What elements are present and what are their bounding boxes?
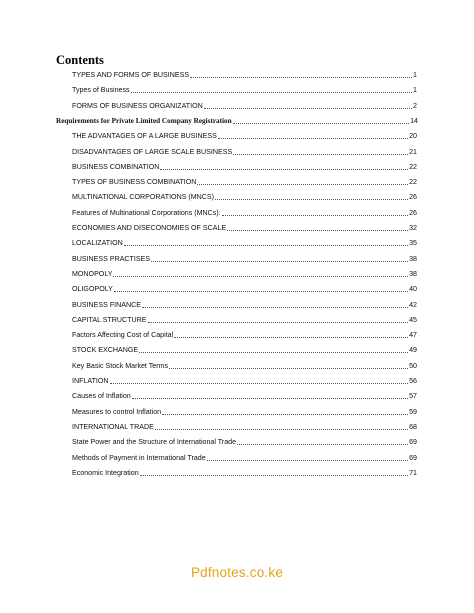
toc-section-entry[interactable] <box>56 114 418 126</box>
toc-entry[interactable] <box>72 267 417 279</box>
toc-entry-page-number: 1 <box>413 86 417 95</box>
toc-entry-title: CAPITAL STRUCTURE <box>72 315 147 324</box>
toc-entry[interactable] <box>72 405 417 417</box>
toc-dot-leader <box>207 459 408 461</box>
toc-entry-page-number: 2 <box>413 101 417 110</box>
toc-entry[interactable] <box>72 328 417 340</box>
toc-entry-page-number: 20 <box>409 132 417 141</box>
toc-entry-title: FORMS OF BUSINESS ORGANIZATION <box>72 101 203 110</box>
toc-dot-leader <box>155 428 408 430</box>
toc-entry-page-number: 40 <box>409 285 417 294</box>
toc-entry-title: Measures to control Inflation <box>72 407 162 416</box>
toc-entry-page-number: 26 <box>409 193 417 202</box>
footer-watermark: Pdfnotes.co.ke <box>190 565 284 580</box>
toc-entry-title: INFLATION <box>72 377 109 385</box>
toc-entry-page-number: 57 <box>409 392 417 401</box>
toc-dot-leader <box>227 229 408 231</box>
toc-dot-leader <box>131 91 412 93</box>
toc-entry-title: Features of Multinational Corporations (MNCs): <box>72 208 221 217</box>
toc-entry-title: Methods of Payment in International Trade <box>72 453 206 462</box>
toc-entry-title: OLIGOPOLY <box>72 285 113 294</box>
toc-entry-title: State Power and the Structure of International Trade <box>72 438 237 447</box>
toc-entry-page-number: 38 <box>409 269 417 278</box>
toc-entry-page-number: 71 <box>409 468 417 477</box>
toc-entry-page-number: 59 <box>409 407 417 416</box>
toc-dot-leader <box>190 76 412 78</box>
toc-dot-leader <box>204 107 412 109</box>
toc-dot-leader <box>162 413 408 415</box>
toc-dot-leader <box>132 397 408 399</box>
toc-dot-leader <box>114 290 408 292</box>
toc-entry[interactable] <box>72 99 417 111</box>
toc-entry-title: BUSINESS COMBINATION <box>72 162 160 171</box>
toc-entry[interactable] <box>72 374 417 386</box>
toc-entry-page-number: 1 <box>413 71 417 79</box>
toc-dot-leader <box>110 382 409 384</box>
toc-entry-page-number: 45 <box>409 315 417 324</box>
toc-entry-page-number: 69 <box>409 438 417 447</box>
toc-entry[interactable] <box>72 83 417 95</box>
toc-entry-title: THE ADVANTAGES OF A LARGE BUSINESS <box>72 132 217 141</box>
toc-entry-page-number: 56 <box>409 377 417 385</box>
toc-entry[interactable] <box>72 298 417 310</box>
toc-dot-leader <box>237 443 408 445</box>
toc-entry[interactable] <box>72 343 417 355</box>
toc-entry-title: MONOPOLY <box>72 269 113 278</box>
toc-entry-title: INTERNATIONAL TRADE <box>72 422 154 431</box>
toc-heading: Contents <box>56 53 104 67</box>
toc-entry[interactable] <box>72 145 417 157</box>
toc-dot-leader <box>174 336 408 338</box>
toc-dot-leader <box>218 137 408 139</box>
toc-entry-page-number: 38 <box>409 254 417 263</box>
toc-dot-leader <box>142 306 408 308</box>
toc-entry[interactable] <box>72 435 417 447</box>
toc-dot-leader <box>233 153 408 155</box>
toc-entry[interactable] <box>72 420 417 432</box>
toc-entry[interactable] <box>72 236 417 248</box>
toc-entry[interactable] <box>72 282 417 294</box>
toc-dot-leader <box>233 122 410 124</box>
toc-entry-title: STOCK EXCHANGE <box>72 346 139 355</box>
toc-entry[interactable] <box>72 221 417 233</box>
toc-dot-leader <box>160 168 408 170</box>
toc-entry-page-number: 22 <box>409 178 417 187</box>
toc-dot-leader <box>169 367 408 369</box>
toc-entry[interactable] <box>72 160 417 172</box>
toc-entry-title: MULTINATIONAL CORPORATIONS (MNCS) <box>72 193 215 202</box>
toc-entry-page-number: 69 <box>409 453 417 462</box>
toc-entry-page-number: 68 <box>409 422 417 431</box>
toc-entry-page-number: 21 <box>409 147 417 156</box>
toc-entry[interactable] <box>72 359 417 371</box>
toc-entry[interactable] <box>72 129 417 141</box>
toc-dot-leader <box>139 351 408 353</box>
toc-entry-page-number: 42 <box>409 300 417 309</box>
toc-entry-title: DISADVANTAGES OF LARGE SCALE BUSINESS <box>72 147 233 156</box>
toc-entry[interactable] <box>72 190 417 202</box>
toc-entry-title: Economic Integration <box>72 468 139 477</box>
toc-entry[interactable] <box>72 466 417 478</box>
toc-dot-leader <box>113 275 408 277</box>
toc-entry[interactable] <box>72 451 417 463</box>
toc-dot-leader <box>197 183 408 185</box>
toc-entry-title: Requirements for Private Limited Company Registration <box>56 116 232 125</box>
toc-entry-title: ECONOMIES AND DISECONOMIES OF SCALE <box>72 224 227 232</box>
toc-entry-title: BUSINESS FINANCE <box>72 300 141 309</box>
toc-entry-title: LOCALIZATION <box>72 239 123 248</box>
toc-entry-title: TYPES OF BUSINESS COMBINATION <box>72 178 197 187</box>
toc-entry-title: TYPES AND FORMS OF BUSINESS <box>72 71 190 79</box>
toc-entry-page-number: 50 <box>409 361 417 370</box>
toc-dot-leader <box>222 214 408 216</box>
toc-entry-title: Types of Business <box>72 86 130 95</box>
toc-entry-page-number: 14 <box>410 116 418 125</box>
toc-entry[interactable] <box>72 175 417 187</box>
toc-entry-page-number: 47 <box>409 331 417 340</box>
toc-entry[interactable] <box>72 206 417 218</box>
toc-entry-title: Factors Affecting Cost of Capital <box>72 331 174 340</box>
toc-entry-page-number: 35 <box>409 239 417 248</box>
toc-entry-page-number: 26 <box>409 208 417 217</box>
toc-entry-page-number: 22 <box>409 162 417 171</box>
toc-dot-leader <box>215 198 408 200</box>
toc-dot-leader <box>151 260 408 262</box>
toc-entry-title: Causes of Inflation <box>72 392 131 401</box>
toc-dot-leader <box>148 321 409 323</box>
toc-dot-leader <box>140 474 408 476</box>
toc-entry-page-number: 49 <box>409 346 417 355</box>
toc-dot-leader <box>124 244 408 246</box>
toc-entry-page-number: 32 <box>409 224 417 232</box>
toc-entry[interactable] <box>72 68 417 80</box>
toc-entry[interactable] <box>72 389 417 401</box>
toc-entry[interactable] <box>72 252 417 264</box>
toc-entry-title: Key Basic Stock Market Terms <box>72 361 169 370</box>
toc-entry-title: BUSINESS PRACTISES <box>72 254 151 263</box>
toc-entry[interactable] <box>72 313 417 325</box>
